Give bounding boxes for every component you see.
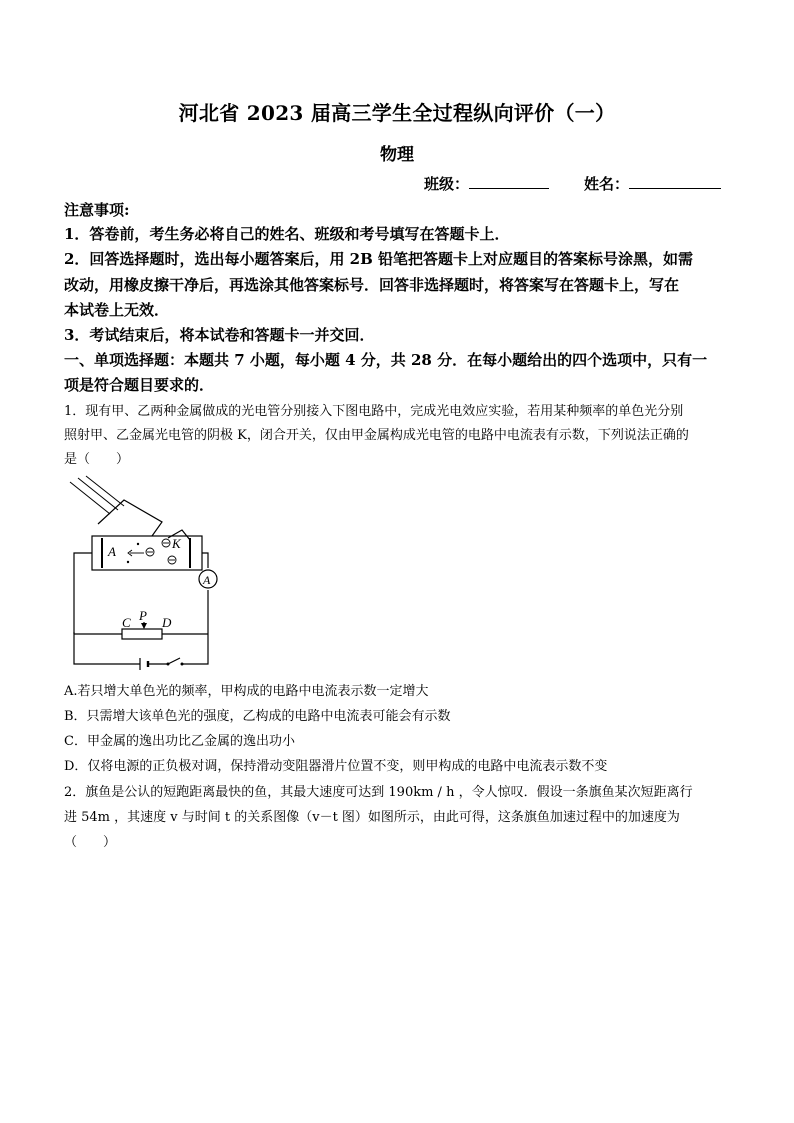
q1-option-d: D．仅将电源的正负极对调，保持滑动变阻器滑片位置不变，则甲构成的电路中电流表示数不变	[64, 759, 608, 774]
name-label: 姓名：	[584, 175, 630, 193]
q1-circuit-diagram	[64, 474, 224, 674]
notes-line-2: 2．回答选择题时，选出每小题答案后，用 2B 铅笔把答题卡上对应题目的答案标号涂黑，如需	[64, 250, 694, 268]
q1-option-b: B．只需增大该单色光的强度，乙构成的电路中电流表可能会有示数	[64, 709, 451, 724]
label-anode: A	[108, 544, 116, 559]
q1-option-a: A.若只增大单色光的频率，甲构成的电路中电流表示数一定增大	[64, 684, 429, 699]
notes-line-4: 本试卷上无效．	[64, 301, 170, 319]
q1-option-c: C．甲金属的逸出功比乙金属的逸出功小	[64, 734, 295, 749]
tube-window	[98, 500, 190, 540]
label-d: D	[162, 615, 172, 630]
q1-stem-line-2: 照射甲、乙金属光电管的阴极 K，闭合开关，仅由甲金属构成光电管的电路中电流表有示数，下列说法正确的	[64, 428, 689, 443]
q1-stem-line-1: 1．现有甲、乙两种金属做成的光电管分别接入下图电路中，完成光电效应实验，若用某种频率的单色光分别	[64, 404, 684, 419]
label-slider: P	[139, 608, 147, 623]
name-field	[584, 173, 721, 194]
q2-stem-line-1: 2．旗鱼是公认的短跑距离最快的鱼，其最大速度可达到 190km / h ，令人惊叹．假设一条旗鱼某次短距离行	[64, 785, 693, 800]
notes-heading: 注意事项:	[64, 201, 130, 219]
notes-line-3: 改动，用橡皮擦干净后，再选涂其他答案标号．回答非选择题时，将答案写在答题卡上，写在	[64, 276, 680, 294]
electrons	[128, 539, 176, 564]
subject-title: 物理	[380, 145, 414, 165]
name-blank	[629, 174, 721, 189]
notes-line-1: 1．答卷前，考生务必将自己的姓名、班级和考号填写在答题卡上．	[64, 225, 510, 243]
rheostat	[122, 629, 162, 639]
class-label: 班级：	[424, 175, 470, 193]
rheostat-slider	[141, 623, 147, 629]
switch-contact	[181, 663, 184, 666]
section1-line-2: 项是符合题目要求的．	[64, 376, 215, 394]
label-cathode: K	[172, 536, 181, 551]
q1-stem-line-3: 是（ ）	[64, 452, 130, 467]
label-c: C	[122, 615, 131, 630]
page-title: 河北省 2023 届高三学生全过程纵向评价（一）	[178, 101, 616, 125]
class-blank	[469, 174, 549, 189]
q2-stem-line-2: 进 54m ，其速度 v 与时间 t 的关系图像（v－t 图）如图所示，由此可得，这条旗鱼加速过程中的加速度为	[64, 810, 680, 825]
notes-line-5: 3．考试结束后，将本试卷和答题卡一并交回．	[64, 326, 375, 344]
light-beam	[70, 476, 124, 514]
class-field	[424, 173, 549, 194]
section1-line-1: 一、单项选择题：本题共 7 小题，每小题 4 分，共 28 分．在每小题给出的四个选项中，只有一	[64, 351, 708, 369]
q2-stem-line-3: （ ）	[64, 835, 117, 850]
switch-blade	[168, 658, 180, 664]
label-ammeter: A	[203, 573, 211, 587]
